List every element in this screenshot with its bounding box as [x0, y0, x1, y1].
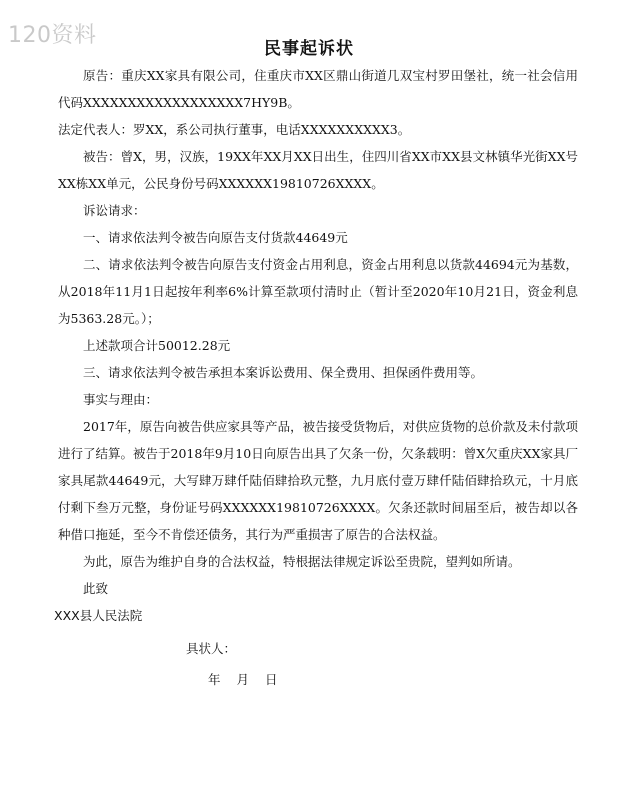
signer-label: 具状人： [186, 641, 237, 656]
claim-3: 三、请求依法判令被告承担本案诉讼费用、保全费用、担保函件费用等。 [83, 365, 484, 380]
defendant-paragraph: 被告：曾X，男，汉族，19XX年XX月XX日出生，住四川省XX市XX县文林镇华光街XX号XX栋XX单元，公民身份号码XXXXXX19810726XXXX。 [58, 149, 578, 191]
watermark: 120资料 [8, 23, 97, 48]
claim-2: 二、请求依法判令被告向原告支付资金占用利息，资金占用利息以货款44694元为基数，从2018年11月1日起按年利率6%计算至款项付清时止（暂计至2020年10月21日，资金利息为5363.28元。）； [58, 257, 578, 326]
facts-heading: 事实与理由： [83, 392, 159, 407]
claims-total: 上述款项合计50012.28元 [83, 338, 231, 353]
document-title: 民事起诉状 [264, 39, 354, 59]
plaintiff-paragraph: 原告：重庆XX家具有限公司，住重庆市XX区鼎山街道几双宝村罗田堡社，统一社会信用代码XXXXXXXXXXXXXXXXXX7HY9B。 [58, 68, 578, 110]
court-name: XXX县人民法院 [54, 608, 143, 623]
claim-1: 一、请求依法判令被告向原告支付货款44649元 [83, 230, 348, 245]
facts-paragraph: 2017年，原告向被告供应家具等产品，被告接受货物后，对供应货物的总价款及未付款项进行了结算。被告于2018年9月10日向原告出具了欠条一份，欠条载明：曾X欠重庆XX家具厂家具尾款44649元，大写肆万肆仟陆佰肆拾玖元整，九月底付壹万肆仟陆佰肆拾玖元，十月底付剩下叁万元整，身份证号码XXXXXX19810726XXXX。欠条还款时间届至后，被告却以各种借口拖延，至今不肯偿还债务，其行为严重损害了原告的合法权益。 [58, 419, 578, 542]
salutation: 此致 [83, 581, 109, 596]
document-body [54, 62, 578, 693]
representative-paragraph: 法定代表人：罗XX，系公司执行董事，电话XXXXXXXXXX3。 [58, 122, 411, 137]
claims-heading: 诉讼请求： [83, 203, 146, 218]
closing-paragraph: 为此，原告为维护自身的合法权益，特根据法律规定诉讼至贵院，望判如所请。 [83, 554, 521, 569]
date-line: 年 月 日 [208, 672, 284, 687]
